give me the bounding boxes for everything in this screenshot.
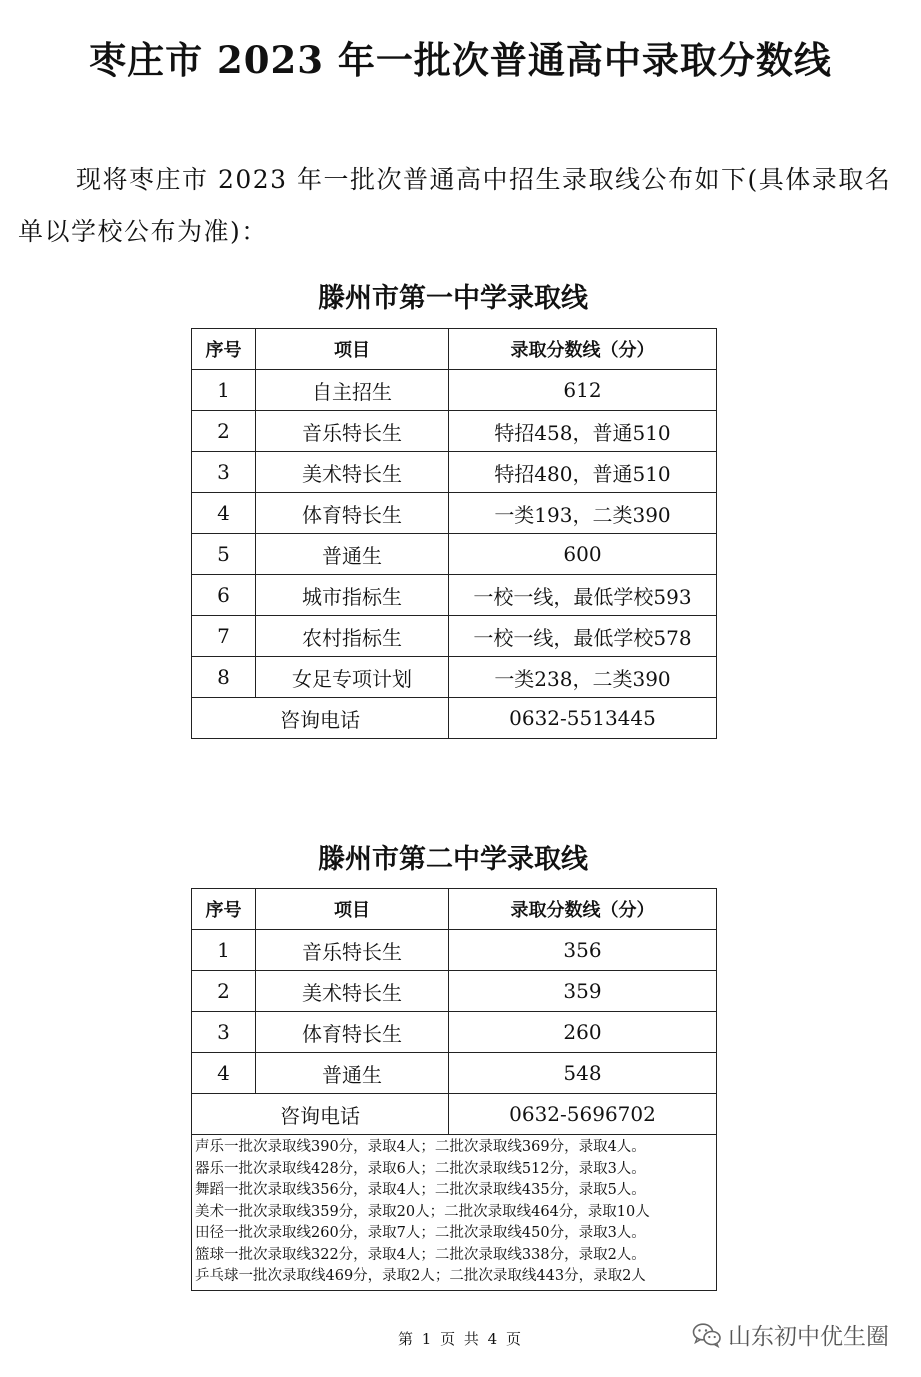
- row-score: 一类238，二类390: [449, 657, 717, 698]
- contact-phone: 0632-5696702: [449, 1094, 717, 1135]
- table-header-row: [192, 889, 717, 930]
- row-no: 3: [192, 1012, 256, 1053]
- table-row: [192, 971, 717, 1012]
- row-no: 5: [192, 534, 256, 575]
- note-line: 篮球一批次录取线322分，录取4人；二批次录取线338分，录取2人。: [195, 1246, 646, 1263]
- row-score: 359: [449, 971, 717, 1012]
- note-line: 声乐一批次录取线390分，录取4人；二批次录取线369分，录取4人。: [195, 1139, 646, 1155]
- row-no: 4: [192, 493, 256, 534]
- row-item: 城市指标生: [256, 575, 449, 616]
- watermark-text: 山东初中优生圈: [728, 1324, 889, 1350]
- table-row: [192, 930, 717, 971]
- table-row: [192, 452, 717, 493]
- row-item: 普通生: [256, 1053, 449, 1094]
- table-row: [192, 370, 717, 411]
- table-row: [192, 616, 717, 657]
- school1-title: 滕州市第一中学录取线: [318, 283, 588, 314]
- school2-table: [191, 888, 717, 1291]
- page-footer: 第 1 页 共 4 页: [398, 1330, 523, 1348]
- row-score: 一校一线，最低学校593: [449, 575, 717, 616]
- school2-title: 滕州市第二中学录取线: [318, 844, 588, 875]
- row-no: 4: [192, 1053, 256, 1094]
- header-score: 录取分数线（分）: [449, 329, 717, 370]
- row-no: 8: [192, 657, 256, 698]
- table-row: [192, 534, 717, 575]
- table-row: [192, 411, 717, 452]
- table-row: [192, 1012, 717, 1053]
- table-row: [192, 575, 717, 616]
- note-line: 美术一批次录取线359分，录取20人；二批次录取线464分，录取10人: [195, 1203, 650, 1220]
- contact-row: [192, 1094, 717, 1135]
- table-row: [192, 1053, 717, 1094]
- note-line: 田径一批次录取线260分，录取7人；二批次录取线450分，录取3人。: [195, 1225, 646, 1241]
- document-title: 枣庄市 2023 年一批次普通高中录取分数线: [89, 38, 832, 82]
- contact-phone: 0632-5513445: [449, 698, 717, 739]
- note-line: 器乐一批次录取线428分，录取6人；二批次录取线512分，录取3人。: [195, 1160, 646, 1177]
- header-item: 项目: [256, 329, 449, 370]
- row-score: 548: [449, 1053, 717, 1094]
- row-no: 6: [192, 575, 256, 616]
- notes-cell: [192, 1135, 717, 1291]
- row-item: 美术特长生: [256, 452, 449, 493]
- row-item: 音乐特长生: [256, 411, 449, 452]
- row-score: 特招458，普通510: [449, 411, 717, 452]
- row-item: 体育特长生: [256, 1012, 449, 1053]
- school1-table: [191, 328, 717, 739]
- note-line: 舞蹈一批次录取线356分，录取4人；二批次录取线435分，录取5人。: [195, 1182, 646, 1198]
- row-no: 7: [192, 616, 256, 657]
- contact-row: [192, 698, 717, 739]
- table-row: [192, 493, 717, 534]
- row-score: 一类193，二类390: [449, 493, 717, 534]
- row-score: 612: [449, 370, 717, 411]
- row-item: 音乐特长生: [256, 930, 449, 971]
- row-item: 自主招生: [256, 370, 449, 411]
- header-no: 序号: [192, 889, 256, 930]
- row-score: 260: [449, 1012, 717, 1053]
- note-line: 乒乓球一批次录取线469分，录取2人；二批次录取线443分，录取2人: [195, 1268, 646, 1284]
- row-score: 356: [449, 930, 717, 971]
- row-item: 体育特长生: [256, 493, 449, 534]
- contact-label: 咨询电话: [192, 698, 449, 739]
- contact-label: 咨询电话: [192, 1094, 449, 1135]
- row-score: 600: [449, 534, 717, 575]
- row-no: 1: [192, 370, 256, 411]
- row-item: 美术特长生: [256, 971, 449, 1012]
- table-header-row: [192, 329, 717, 370]
- row-no: 2: [192, 971, 256, 1012]
- watermark: [692, 1318, 889, 1351]
- wechat-icon: [692, 1322, 722, 1348]
- row-no: 2: [192, 411, 256, 452]
- header-item: 项目: [256, 889, 449, 930]
- row-score: 一校一线，最低学校578: [449, 616, 717, 657]
- header-score: 录取分数线（分）: [449, 889, 717, 930]
- notes-row: [192, 1135, 717, 1291]
- intro-paragraph: 现将枣庄市 2023 年一批次普通高中招生录取线公布如下(具体录取名单以学校公布为准)：: [18, 165, 892, 246]
- row-item: 农村指标生: [256, 616, 449, 657]
- row-no: 1: [192, 930, 256, 971]
- row-score: 特招480，普通510: [449, 452, 717, 493]
- table-row: [192, 657, 717, 698]
- row-item: 女足专项计划: [256, 657, 449, 698]
- row-item: 普通生: [256, 534, 449, 575]
- row-no: 3: [192, 452, 256, 493]
- header-no: 序号: [192, 329, 256, 370]
